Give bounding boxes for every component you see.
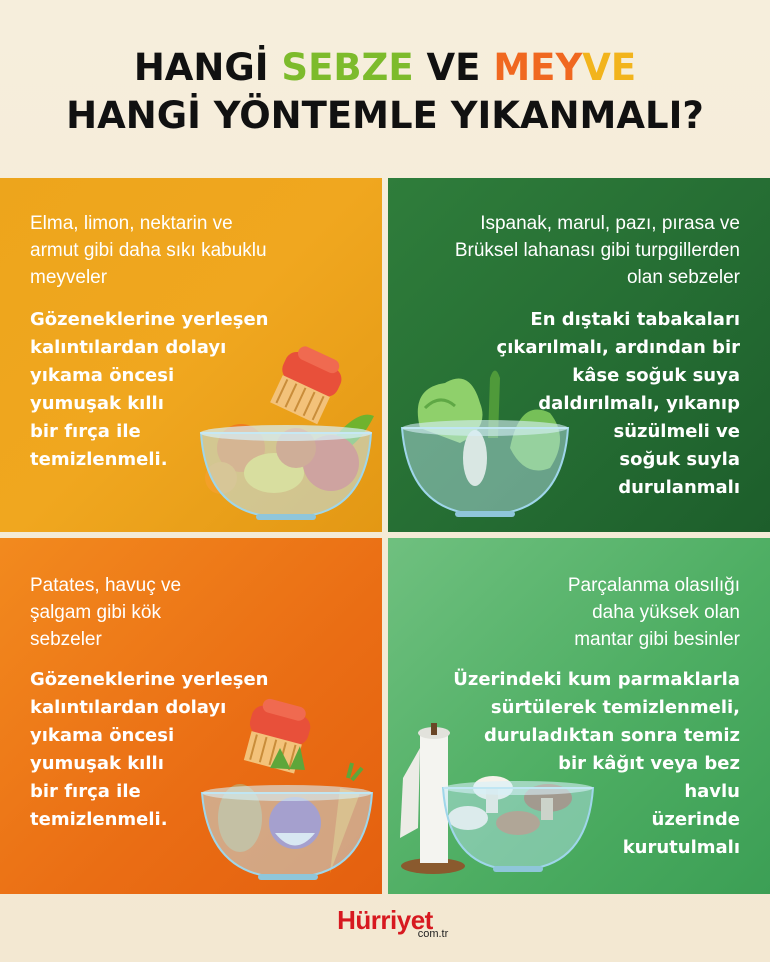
bowl-leafy-greens-icon: [400, 358, 575, 523]
logo-domain: com.tr: [417, 928, 449, 940]
bowl-mushrooms-paper-towel-icon: [398, 718, 598, 883]
title-ve2: VE: [582, 46, 637, 89]
title-ve: VE: [413, 46, 494, 89]
panel-subtitle: Patates, havuç ve şalgam gibi kök sebzeler: [30, 575, 182, 650]
panel-subtitle: Parçalanma olasılığı daha yüksek olan mantar gibi besinler: [567, 575, 740, 650]
page-title: [0, 44, 770, 140]
panel-hard-skin-fruits: [0, 178, 382, 532]
panel-instruction: Gözeneklerine yerleşen kalıntılardan dolayı yıkama öncesi yumuşak kıllı bir fırça ile temizlenmeli.: [30, 669, 269, 830]
title-mey: MEY: [493, 46, 583, 89]
logo-wordmark: Hürriyet: [337, 905, 433, 935]
panel-instruction: Gözeneklerine yerleşen kalıntılardan dolayı yıkama öncesi yumuşak kıllı bir fırça ile temizlenmeli.: [30, 309, 269, 470]
bowl-fruits-brush-icon: [196, 338, 376, 523]
panel-subtitle: Ispanak, marul, pazı, pırasa ve Brüksel lahanası gibi turpgillerden olan sebzeler: [454, 213, 740, 288]
hurriyet-logo[interactable]: [0, 905, 770, 948]
title-line-1: [0, 44, 770, 92]
panel-instruction: Üzerindeki kum parmaklarla sürtülerek temizlenmeli, duruladıktan sonra temiz bir kâğıt veya bez havlu üzerinde kurutulmalı: [453, 669, 740, 858]
panel-instruction: En dıştaki tabakaları çıkarılmalı, ardından bir kâse soğuk suya daldırılmalı, yıkanıp süzülmeli ve soğuk suyla durulanmalı: [496, 309, 740, 498]
panel-subtitle: Elma, limon, nektarin ve armut gibi daha sıkı kabuklu meyveler: [30, 213, 267, 288]
title-sebze: SEBZE: [281, 46, 414, 89]
panel-root-vegetables: [0, 538, 382, 894]
title-line-2: HANGİ YÖNTEMLE YIKANMALI?: [66, 94, 704, 137]
bowl-root-vegetables-brush-icon: [200, 698, 375, 883]
title-hangi: HANGİ: [133, 46, 282, 89]
panel-leafy-vegetables: [388, 178, 770, 532]
panel-mushrooms: [388, 538, 770, 894]
